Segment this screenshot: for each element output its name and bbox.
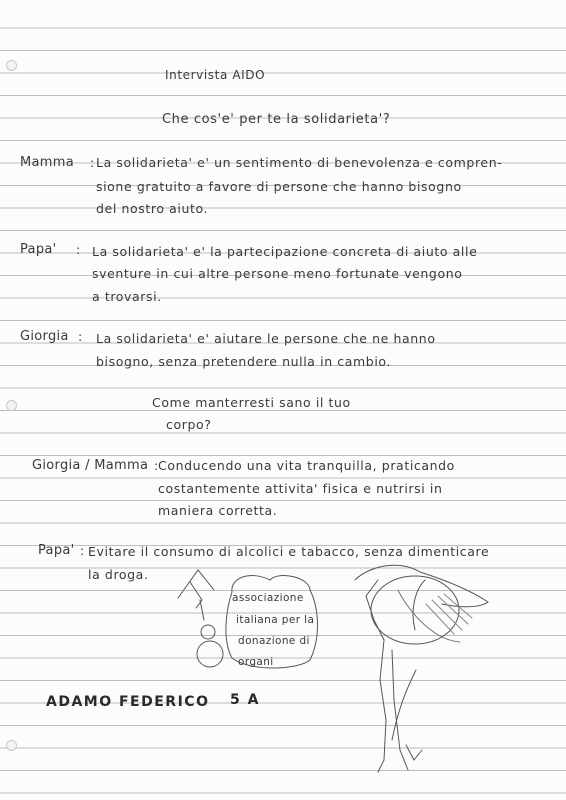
answer-line: sione gratuito a favore di persone che hanno bisogno [96,179,462,194]
logo-text-line: associazione [232,592,304,604]
answer-line: la droga. [88,567,149,582]
student-class: 5 A [230,692,260,708]
colon: : [90,155,95,170]
answer-line: Evitare il consumo di alcolici e tabacco, senza dimenticare [88,544,490,559]
student-name: ADAMO FEDERICO [46,694,210,710]
binder-hole-top [6,60,17,71]
speaker-papa: Papa' [38,543,75,558]
binder-hole-mid [6,400,17,411]
logo-text-line: organi [238,656,274,668]
question-2-line: corpo? [166,417,212,432]
answer-line: Conducendo una vita tranquilla, praticando [158,458,455,473]
colon: : [80,543,85,558]
answer-line: sventure in cui altre persone meno fortunate vengono [92,266,463,281]
colon: : [154,458,159,473]
logo-text-line: donazione di [238,635,310,647]
speaker-mamma: Mamma [20,155,74,170]
logo-text-line: italiana per la [236,614,315,626]
answer-line: bisogno, senza pretendere nulla in cambio. [96,354,392,369]
page-title: Intervista AIDO [165,68,266,82]
aido-logo-drawing [170,560,510,775]
answer-line: La solidarieta' e' aiutare le persone che ne hanno [96,331,436,346]
answer-line: La solidarieta' e' un sentimento di benevolenza e compren- [96,155,503,170]
colon: : [76,242,81,257]
speaker-giorgia-mamma: Giorgia / Mamma [32,458,149,473]
question-1: Che cos'e' per te la solidarieta'? [162,112,391,127]
speaker-giorgia: Giorgia [20,329,69,344]
question-2-line: Come manterresti sano il tuo [152,395,351,410]
answer-line: del nostro aiuto. [96,201,209,216]
answer-line: maniera corretta. [158,503,278,518]
answer-line: costantemente attivita' fisica e nutrirsi in [158,481,443,496]
answer-line: a trovarsi. [92,289,162,304]
binder-hole-bottom [6,740,17,751]
colon: : [78,329,83,344]
speaker-papa: Papa' [20,242,57,257]
answer-line: La solidarieta' e' la partecipazione concreta di aiuto alle [92,244,478,259]
